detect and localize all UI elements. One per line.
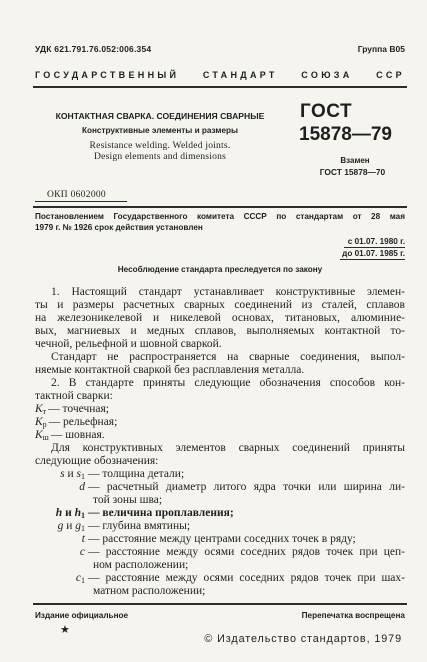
method-subscript: р (42, 420, 47, 429)
symbol-letter: t (81, 533, 85, 545)
designation-description: — расстояние между осями соседних рядов точек при шах- (88, 572, 405, 584)
subtitle-en: Design elements and dimensions (93, 151, 227, 162)
text-line: няемые контактной сваркой без расплавления металла. (35, 364, 305, 376)
text-line: ты и размеры расчетных сварных соединений из сталей, сплавов (35, 299, 405, 311)
text-line: Для конструктивных элементов сварных соединений приняты (51, 442, 405, 454)
designation-description: — расчетный диаметр литого ядра точки или ширина ли- (88, 481, 405, 493)
symbol-letter: c (75, 572, 81, 584)
designation-symbol (35, 468, 85, 481)
welding-methods-list (35, 403, 405, 442)
legal-warning: Несоблюдение стандарта преследуется по закону (117, 265, 323, 274)
replaced-standard: ГОСТ 15878—70 (319, 167, 386, 177)
designation-diameter (35, 481, 405, 494)
method-description: — рельефная; (48, 416, 118, 428)
designation-continuation: ном расположении; (93, 559, 189, 571)
designation-indentation (35, 520, 405, 533)
designation-symbol (35, 507, 85, 520)
symbol-conjunction: и (67, 468, 74, 480)
symbol-letter: g (57, 520, 64, 532)
replaces-label: Взамен (340, 156, 370, 165)
symbol-letter: s (60, 468, 65, 480)
method-subscript: т (42, 407, 47, 416)
official-edition-label: Издание официальное (35, 611, 129, 620)
footer-rule (33, 603, 407, 605)
designations-list (35, 468, 405, 598)
method-item-spot (35, 403, 405, 416)
designation-description: — глубина вмятины; (88, 520, 191, 532)
text-line: 1. Настоящий стандарт устанавливает конструктивные элемен- (51, 286, 405, 298)
designation-symbol (35, 546, 85, 559)
top-rule (33, 86, 407, 88)
symbol-subscript: 1 (81, 524, 85, 533)
text-line: чечной, рельефной и шовной сваркой. (35, 338, 222, 350)
designation-symbol (35, 572, 85, 585)
symbol-conjunction: и (66, 520, 73, 532)
copyright-notice: © Издательство стандартов, 1979 (204, 633, 402, 645)
paragraph-2 (35, 351, 405, 377)
okp-underline (35, 201, 127, 202)
star-icon: ★ (60, 623, 70, 636)
text-line: следующие обозначения: (35, 455, 159, 467)
decree-line-1: Постановлением Государственного комитета СССР по стандартам от 28 мая (35, 212, 405, 221)
decree-rule (33, 206, 407, 208)
title-en: Resistance welding. Welded joints. (89, 140, 231, 151)
designation-symbol (35, 520, 85, 533)
designation-description: — толщина детали; (88, 468, 185, 480)
okp-code: ОКП 0602000 (47, 190, 106, 200)
paragraph-4 (35, 442, 405, 468)
symbol-letter: c (79, 546, 85, 558)
designation-row-spacing-staggered (35, 572, 405, 585)
decree-line-2: 1979 г. № 1926 срок действия установлен (35, 223, 203, 232)
reprint-prohibited-label: Перепечатка воспрещена (301, 611, 405, 620)
symbol-subscript: 1 (81, 511, 85, 520)
method-symbol: К (35, 429, 43, 441)
symbol-letter: h (55, 507, 63, 519)
designation-symbol (35, 481, 85, 494)
symbol-letter: d (79, 481, 85, 493)
symbol-subscript: 1 (81, 472, 85, 481)
subtitle-ru: Конструктивные элементы и размеры (81, 126, 238, 135)
designation-row-spacing-chain (35, 546, 405, 559)
symbol-subscript: 1 (81, 576, 85, 585)
method-description: — шовная. (50, 429, 105, 441)
text-line: тактной сварки: (35, 390, 113, 402)
method-symbol: К (35, 416, 43, 428)
valid-from-date: с 01.07. 1980 г. (344, 236, 405, 248)
text-line: 2. В стандарте приняты следующие обозначения способов кон- (51, 377, 405, 389)
designation-symbol (35, 533, 85, 546)
state-standard-heading: ГОСУДАРСТВЕННЫЙ СТАНДАРТ СОЮЗА ССР (35, 70, 405, 80)
udk-code: УДК 621.791.76.052:006.354 (35, 44, 152, 54)
gost-number: 15878—79 (299, 124, 392, 145)
group-code: Группа В05 (357, 44, 405, 54)
text-line: Стандарт не распространяется на сварные соединения, выпол- (51, 351, 405, 363)
designation-pitch (35, 533, 405, 546)
text-line: на железоникелевой и никелевой основах, титановых, алюминие- (35, 312, 405, 324)
designation-description: — величина проплавления; (88, 507, 234, 519)
symbol-letter: s (76, 468, 81, 480)
paragraph-1 (35, 286, 405, 351)
symbol-conjunction: и (65, 507, 72, 519)
method-subscript: ш (42, 433, 49, 442)
paragraph-3 (35, 377, 405, 403)
designation-continuation: матном расположении; (93, 585, 206, 597)
designation-penetration (35, 507, 405, 520)
symbol-letter: h (74, 507, 81, 519)
method-item-seam (35, 429, 405, 442)
title-ru: КОНТАКТНАЯ СВАРКА. СОЕДИНЕНИЯ СВАРНЫЕ (55, 111, 265, 121)
valid-to-date: до 01.07. 1985 г. (342, 249, 405, 258)
method-item-relief (35, 416, 405, 429)
text-line: вых, магниевых и медных сплавов, выполняемых контактной то- (35, 325, 405, 337)
gost-label: ГОСТ (300, 101, 353, 122)
symbol-letter: g (75, 520, 81, 532)
method-symbol: К (35, 403, 43, 415)
designation-continuation: той зоны шва; (93, 494, 163, 506)
designation-description: — расстояние между осями соседних рядов точек при цеп- (88, 546, 405, 558)
document-body (35, 286, 405, 598)
designation-description: — расстояние между центрами соседних точек в ряду; (88, 533, 356, 545)
method-description: — точечная; (48, 403, 109, 415)
designation-thickness (35, 468, 405, 481)
